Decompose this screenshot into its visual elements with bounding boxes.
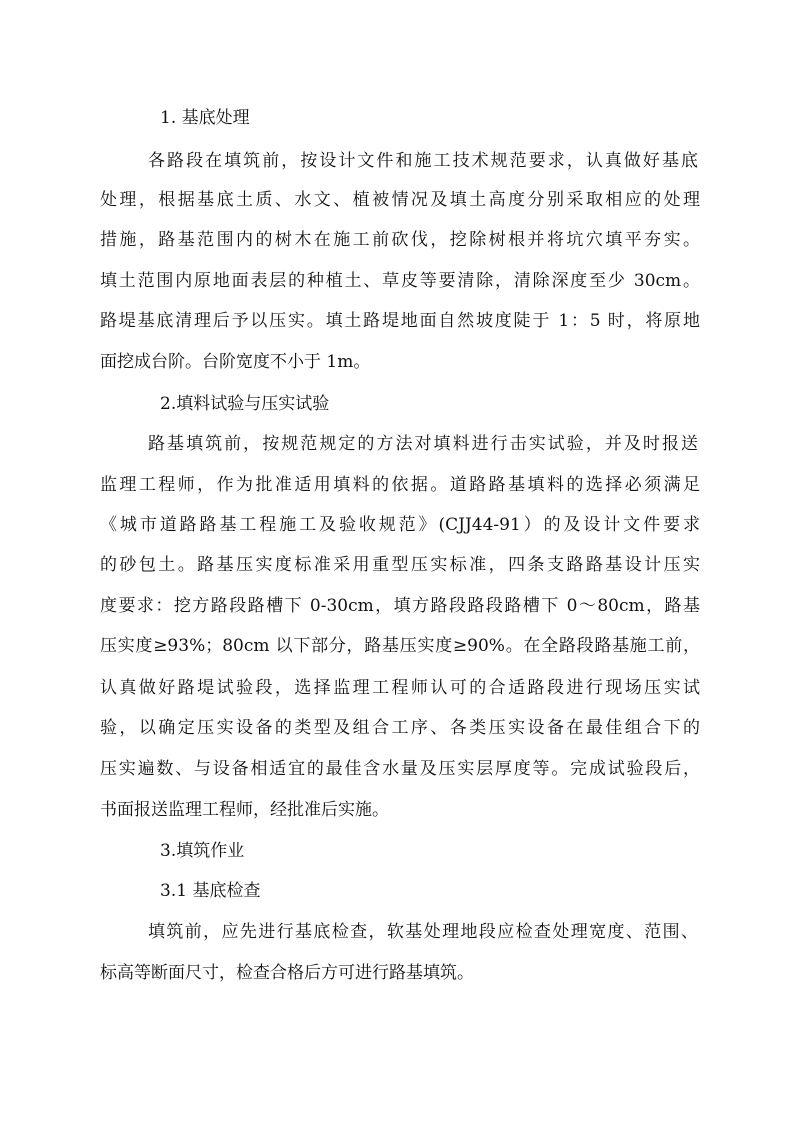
- paragraph-line: 各路段在填筑前，按设计文件和施工技术规范要求，认真做好基底: [148, 151, 698, 171]
- paragraph-line: 监理工程师，作为批准适用填料的依据。道路路基填料的选择必须满足: [100, 475, 700, 495]
- section-heading-1: 1. 基底处理: [160, 108, 250, 128]
- paragraph-line: 《城市道路路基工程施工及验收规范》(CJJ44-91）的及设计文件要求: [100, 515, 700, 535]
- section-heading-2: 2.填料试验与压实试验: [160, 394, 330, 414]
- paragraph-line: 压实度≥93%；80cm 以下部分，路基压实度≥90%。在全路段路基施工前，: [100, 636, 700, 656]
- paragraph-line: 填土范围内原地面表层的种植土、草皮等要清除，清除深度至少 30cm。: [100, 271, 700, 291]
- paragraph-line: 处理，根据基底土质、水文、植被情况及填土高度分别采取相应的处理: [100, 190, 700, 210]
- paragraph-line: 路堤基底清理后予以压实。填土路堤地面自然坡度陡于 1：5 时，将原地: [100, 311, 700, 331]
- paragraph-line: 面挖成台阶。台阶宽度不小于 1m。: [100, 352, 371, 372]
- paragraph-line: 书面报送监理工程师，经批准后实施。: [100, 800, 389, 820]
- paragraph-line: 标高等断面尺寸，检查合格后方可进行路基填筑。: [100, 963, 474, 983]
- paragraph-line: 度要求：挖方路段路槽下 0-30cm，填方路段路段路槽下 0～80cm，路基: [100, 596, 700, 616]
- paragraph-line: 验，以确定压实设备的类型及组合工序、各类压实设备在最佳组合下的: [100, 718, 700, 738]
- paragraph-line: 认真做好路堤试验段，选择监理工程师认可的合适路段进行现场压实试: [100, 678, 700, 698]
- paragraph-line: 措施，路基范围内的树木在施工前砍伐，挖除树根并将坑穴填平夯实。: [100, 230, 700, 250]
- subsection-heading-3-1: 3.1 基底检查: [160, 881, 261, 901]
- paragraph-line: 的砂包土。路基压实度标准采用重型压实标准，四条支路路基设计压实: [100, 555, 700, 575]
- paragraph-line: 压实遍数、与设备相适宜的最佳含水量及压实层厚度等。完成试验段后，: [100, 759, 700, 779]
- paragraph-line: 路基填筑前，按规范规定的方法对填料进行击实试验，并及时报送: [148, 434, 698, 454]
- section-heading-3: 3.填筑作业: [160, 841, 245, 861]
- paragraph-line: 填筑前，应先进行基底检查，软基处理地段应检查处理宽度、范围、: [148, 922, 698, 942]
